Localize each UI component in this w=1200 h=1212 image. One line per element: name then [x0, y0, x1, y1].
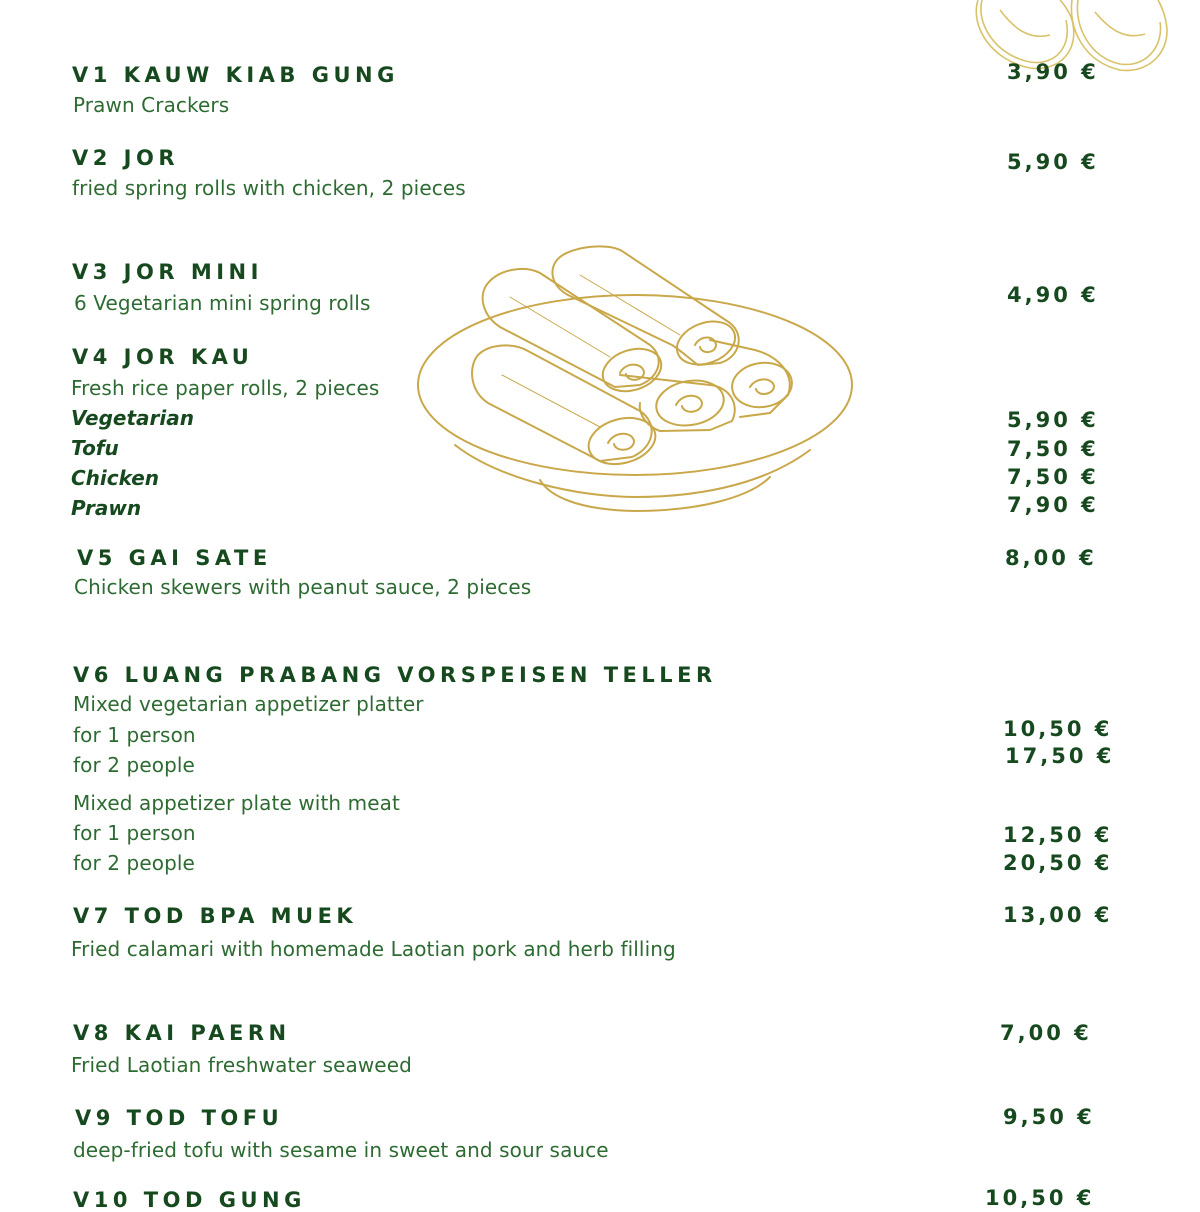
item-title: V5 GAI SATE: [77, 546, 272, 570]
item-description: deep-fried tofu with sesame in sweet and sour sauce: [73, 1138, 609, 1162]
item-price: 8,00 €: [1005, 546, 1097, 570]
item-description: Fried Laotian freshwater seaweed: [71, 1053, 412, 1077]
item-title: V3 JOR MINI: [72, 260, 263, 284]
option-price: 20,50 €: [1003, 851, 1113, 875]
variant-price: 7,50 €: [1007, 465, 1099, 489]
option-price: 12,50 €: [1003, 823, 1113, 847]
item-description: Fresh rice paper rolls, 2 pieces: [71, 376, 380, 400]
item-description: 6 Vegetarian mini spring rolls: [74, 291, 371, 315]
option-price: 10,50 €: [1003, 717, 1113, 741]
item-price: 13,00 €: [1003, 903, 1113, 927]
variant-price: 5,90 €: [1007, 408, 1099, 432]
variant-label: Prawn: [71, 496, 142, 520]
variant-label: Vegetarian: [71, 406, 194, 430]
item-title: V9 TOD TOFU: [75, 1106, 284, 1130]
item-title: V10 TOD GUNG: [73, 1188, 306, 1212]
item-description: Prawn Crackers: [73, 93, 230, 117]
item-description: Fried calamari with homemade Laotian pork and herb filling: [71, 937, 676, 961]
option-label: for 1 person: [73, 821, 196, 845]
item-description: Chicken skewers with peanut sauce, 2 pieces: [74, 575, 532, 599]
option-label: for 1 person: [73, 723, 196, 747]
item-price: 5,90 €: [1007, 150, 1099, 174]
item-price: 10,50 €: [985, 1186, 1095, 1210]
item-title: V7 TOD BPA MUEK: [73, 904, 358, 928]
variant-label: Chicken: [71, 466, 160, 490]
group-description: Mixed appetizer plate with meat: [73, 791, 400, 815]
item-title: V2 JOR: [72, 146, 180, 170]
variant-label: Tofu: [71, 436, 119, 460]
item-title: V6 LUANG PRABANG VORSPEISEN TELLER: [73, 663, 717, 687]
option-price: 17,50 €: [1005, 744, 1115, 768]
item-price: 9,50 €: [1003, 1105, 1095, 1129]
item-title: V4 JOR KAU: [72, 345, 254, 369]
variant-price: 7,50 €: [1007, 437, 1099, 461]
group-description: Mixed vegetarian appetizer platter: [73, 692, 424, 716]
item-description: fried spring rolls with chicken, 2 pieces: [72, 176, 466, 200]
item-price: 3,90 €: [1007, 60, 1099, 84]
item-title: V1 KAUW KIAB GUNG: [72, 63, 399, 87]
option-label: for 2 people: [73, 753, 195, 777]
spring-rolls-plate-illustration: [410, 235, 860, 520]
item-title: V8 KAI PAERN: [73, 1021, 291, 1045]
item-price: 7,00 €: [1000, 1021, 1092, 1045]
item-price: 4,90 €: [1007, 283, 1099, 307]
variant-price: 7,90 €: [1007, 493, 1099, 517]
option-label: for 2 people: [73, 851, 195, 875]
